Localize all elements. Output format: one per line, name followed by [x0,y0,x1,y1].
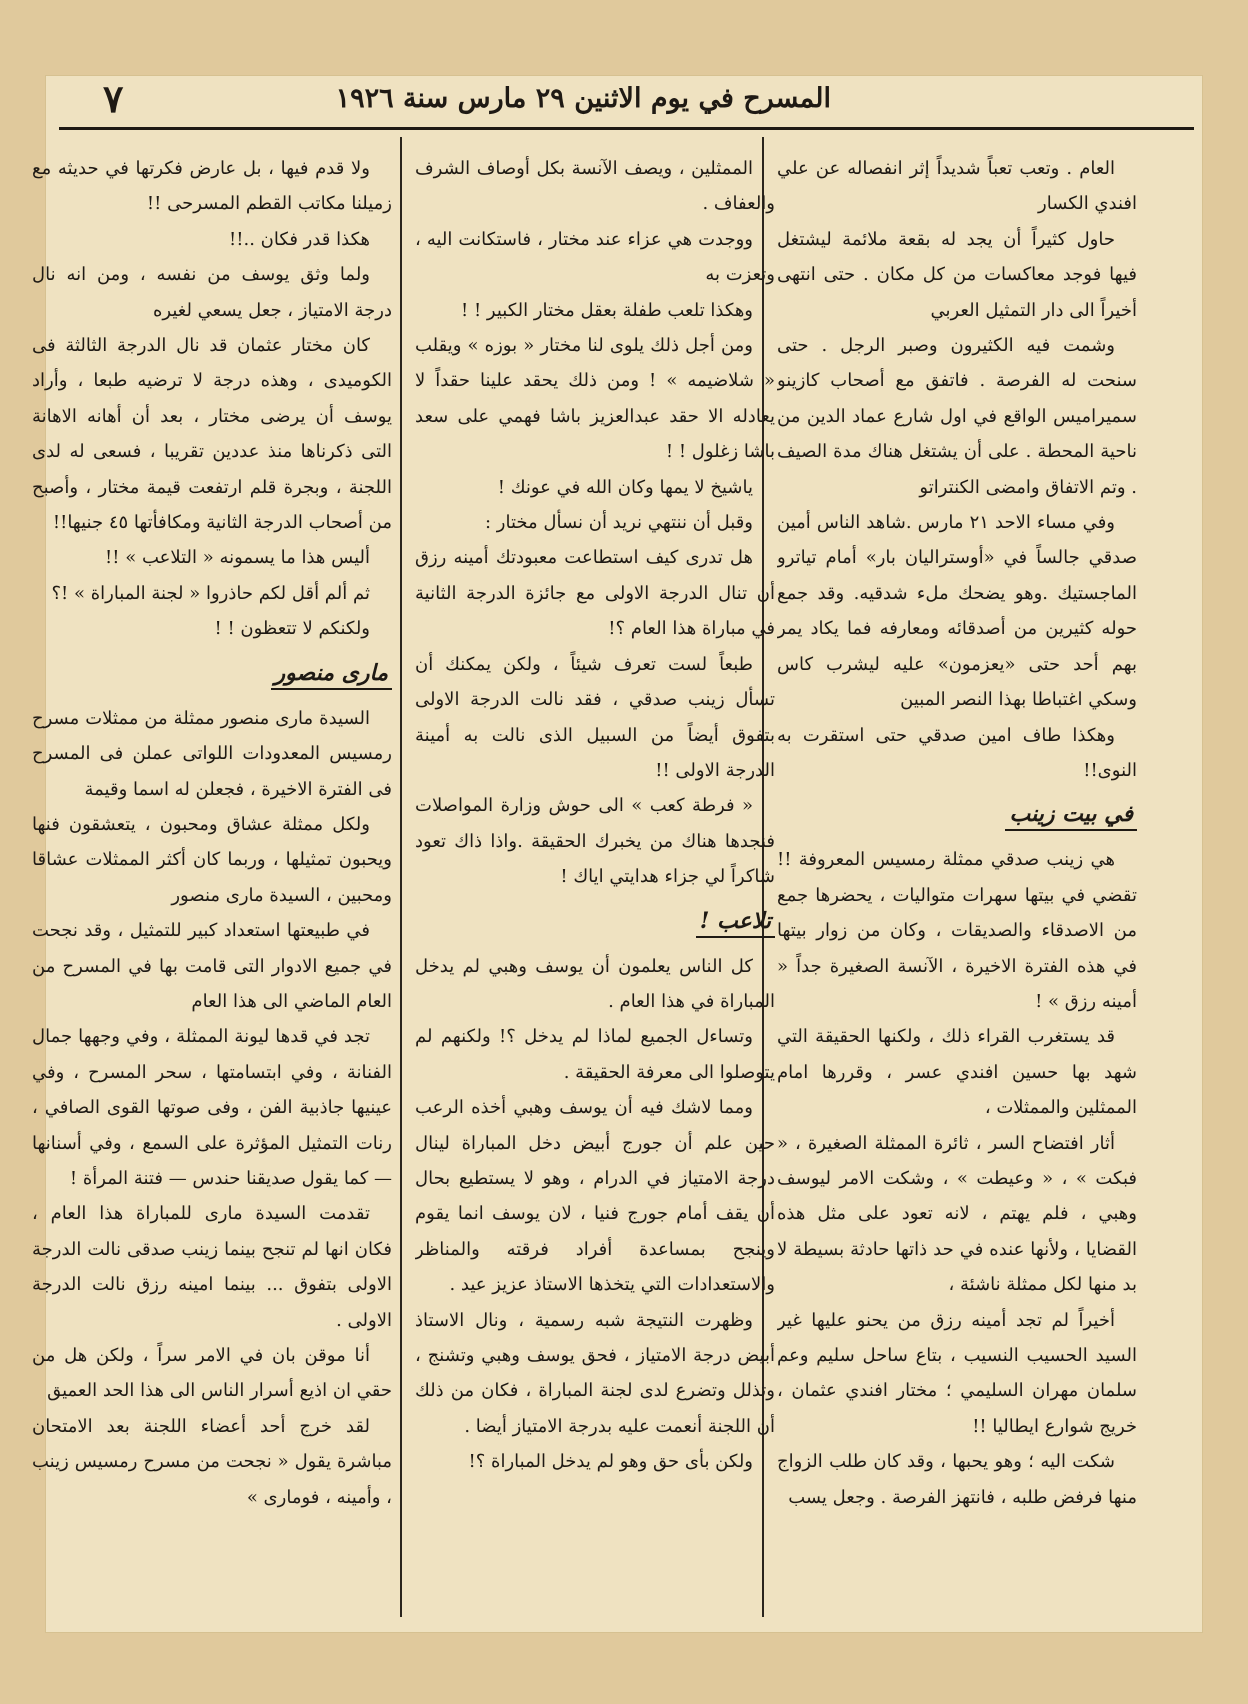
newspaper-page [32,75,1203,1633]
article-paragraph: في طبيعتها استعداد كبير للتمثيل ، وقد نجحت في جميع الادوار التى قامت بها في المسرح من العام الماضي الى هذا العام [32,920,392,1012]
article-paragraph: هكذا قدر فكان ..!! [229,228,370,250]
article-paragraph: وقبل أن ننتهي نريد أن نسأل مختار : [485,512,753,534]
article-paragraph: وشمت فيه الكثيرون وصبر الرجل . حتى سنحت له الفرصة . فاتفق مع أصحاب كازينو سميراميس الواقع في اول شارع عماد الدين من ناحية المحطة . على أن يشتغل هناك مدة الصيف . وتم الاتفاق وامضى الكنتراتو [777,335,1137,498]
article-paragraph: وظهرت النتيجة شبه رسمية ، ونال الاستاذ أبيض درجة الامتياز ، فحق يوسف وهبي وتشنج ، وتذلل وتضرع لدى لجنة المباراة ، فكان من ذلك أن اللجنة أنعمت عليه بدرجة الامتياز أيضا . [415,1309,775,1437]
article-paragraph: ولكن بأى حق وهو لم يدخل المباراة ؟! [468,1451,753,1473]
article-paragraph: وتساءل الجميع لماذا لم يدخل ؟! ولكنهم لم يتوصلوا الى معرفة الحقيقة . [415,1026,775,1083]
column-left [32,151,392,1629]
article-paragraph: أليس هذا ما يسمونه « التلاعب » !! [105,547,370,569]
column-right [777,151,1137,1629]
article-paragraph: وفي مساء الاحد ٢١ مارس .شاهد الناس أمين صدقي جالساً في «أوستراليان بار» أمام تياترو الماجستيك .وهو يضحك ملء شدقيه. وقد جمع حوله كثيرين من أصدقائه ومعارفه فما يكاد يمر بهم أحد حتى «يعزمون» عليه ليشرب كاس وسكي اغتباطا بهذا النصر المبين [777,512,1137,711]
section-heading [32,651,392,695]
article-paragraph: ولكنكم لا تتعظون ! ! [214,618,370,640]
article-paragraph: هي زينب صدقي ممثلة رمسيس المعروفة !! تقضي في بيتها سهرات متواليات ، يحضرها جمع من الاصدقاء والصديقات ، وكان من زوار بيتها في هذه الفترة الاخيرة ، الآنسة الصغيرة جداً « أمينه رزق » ! [777,849,1137,1012]
article-paragraph: العام . وتعب تعباً شديداً إثر انفصاله عن علي افندي الكسار [777,158,1137,215]
article-paragraph: طبعاً لست تعرف شيئاً ، ولكن يمكنك أن تسأل زينب صدقي ، فقد نالت الدرجة الاولى بتفوق أيضاً من السبيل الذى نالت به أمينة الدرجة الاولى !! [415,653,775,781]
article-paragraph: تجد في قدها ليونة الممثلة ، وفي وجهها جمال الفنانة ، وفي ابتسامتها ، سحر المسرح ، وفي عينيها جاذبية الفن ، وفى صوتها القوى الصافي ، رنات التمثيل المؤثرة على السمع ، وفي أسنانها — كما يقول صديقنا حندس — فتنة المرأة ! [32,1026,392,1189]
column-divider [400,137,402,1617]
article-paragraph: شكت اليه ؛ وهو يحبها ، وقد كان طلب الزواج منها فرفض طلبه ، فانتهز الفرصة . وجعل يسب [777,1451,1137,1508]
article-paragraph: أثار افتضاح السر ، ثائرة الممثلة الصغيرة ، « فبكت » ، « وعيطت » ، وشكت الامر ليوسف وهبي ، فلم يهتم ، لانه تعود على مثل هذه القضايا ، ولأنها عنده في حد ذاتها حادثة بسيطة لا بد منها لكل ممثلة ناشئة ، [777,1132,1137,1296]
article-paragraph: ومما لاشك فيه أن يوسف وهبي أخذه الرعب حين علم أن جورج أبيض دخل المباراة لينال درجة الامتياز في الدرام ، وهو لا يستطيع بحال أن يقف أمام جورج فنيا ، لان يوسف انما يقوم وينجح بمساعدة أفراد فرقته والمناظر والاستعدادات التي يتخذها الاستاذ عزيز عيد . [415,1097,775,1296]
section-heading-text: تلاعب ! [696,908,775,938]
article-paragraph: ولما وثق يوسف من نفسه ، ومن انه نال درجة الامتياز ، جعل يسعي لغيره [32,264,392,321]
article-paragraph: الممثلين ، ويصف الآنسة بكل أوصاف الشرف والعفاف . [415,158,775,215]
article-paragraph: لقد خرج أحد أعضاء اللجنة بعد الامتحان مباشرة يقول « نجحت من مسرح رمسيس زينب ، وأمينه ، فومارى » [32,1415,392,1508]
page-header-title: المسرح في يوم الاثنين ٢٩ مارس سنة ١٩٢٦ [335,83,831,114]
header-rule [59,127,1194,130]
article-paragraph: كل الناس يعلمون أن يوسف وهبي لم يدخل المباراة في هذا العام . [415,955,775,1012]
article-paragraph: تقدمت السيدة مارى للمباراة هذا العام ، فكان انها لم تنجح بينما زينب صدقى نالت الدرجة الاولى بتفوق ... بينما امينه رزق نالت الدرجة الاولى . [32,1203,392,1331]
section-heading-text: في بيت زينب [1005,801,1137,831]
article-paragraph: كان مختار عثمان قد نال الدرجة الثالثة فى الكوميدى ، وهذه درجة لا ترضيه طبعا ، وأراد يوسف أن يرضى مختار ، بعد أن أهانه الاهانة التى ذكرناها منذ عددين تقريبا ، فسعى له لدى اللجنة ، وبجرة قلم ارتفعت قيمة مختار ، وأصبح من أصحاب الدرجة الثانية ومكافأتها ٤٥ جنيها!! [32,335,392,534]
article-paragraph: أخيراً لم تجد أمينه رزق من يحنو عليها غير السيد الحسيب النسيب ، بتاع ساحل سليم وعم سلمان مهران السليمي ؛ مختار افندي عثمان ، خريج شوارع ايطاليا !! [777,1309,1137,1437]
article-paragraph: وهكذا طاف امين صدقي حتى استقرت به النوى!! [777,724,1137,781]
article-paragraph: ولا قدم فيها ، بل عارض فكرتها في حديثه مع زميلنا مكاتب القطم المسرحى !! [32,158,392,215]
article-paragraph: ووجدت هي عزاء عند مختار ، فاستكانت اليه ، وتعزت به [415,228,775,286]
article-paragraph: ثم ألم أقل لكم حاذروا « لجنة المباراة » !؟ [51,582,370,604]
article-paragraph: قد يستغرب القراء ذلك ، ولكنها الحقيقة التي شهد بها حسين افندي عسر ، وقررها امام الممثلين والممثلات ، [777,1026,1137,1119]
article-paragraph: ولكل ممثلة عشاق ومحبون ، يتعشقون فنها ويحبون تمثيلها ، وربما كان أكثر الممثلات عشاقا ومحبين ، السيدة مارى منصور [32,813,392,906]
article-paragraph: ومن أجل ذلك يلوى لنا مختار « بوزه » ويقلب « شلاضيمه » ! ومن ذلك يحقد علينا حقداً لا يعادله الا حقد عبدالعزيز باشا فهمي على سعد باشا زغلول ! ! [415,335,775,463]
page-header [45,75,1203,123]
article-paragraph: السيدة مارى منصور ممثلة من ممثلات مسرح رمسيس المعدودات اللواتى عملن فى المسرح فى الفترة الاخيرة ، فجعلن له اسما وقيمة [32,707,392,800]
article-paragraph: هل تدرى كيف استطاعت معبودتك أمينه رزق أن تنال الدرجة الاولى مع جائزة الدرجة الثانية في مباراة هذا العام ؟! [415,547,775,640]
section-heading [415,899,775,943]
article-paragraph: أنا موقن بان في الامر سراً ، ولكن هل من حقي ان اذيع أسرار الناس الى هذا الحد العميق [32,1345,392,1402]
page-number: ٧ [103,76,124,121]
section-heading [777,792,1137,836]
article-paragraph: « فرطة كعب » الى حوش وزارة المواصلات فنجدها هناك من يخبرك الحقيقة .واذا ذاك تعود شاكراً لي جزاء هدايتي اياك ! [415,795,775,888]
article-paragraph: حاول كثيراً أن يجد له بقعة ملائمة ليشتغل فيها فوجد معاكسات من كل مكان . حتى انتهى أخيراً الى دار التمثيل العربي [777,228,1137,321]
column-middle [415,151,775,1629]
section-heading-text: مارى منصور [271,660,392,690]
article-paragraph: ياشيخ لا يمها وكان الله في عونك ! [497,476,753,498]
article-paragraph: وهكذا تلعب طفلة بعقل مختار الكبير ! ! [461,299,753,321]
